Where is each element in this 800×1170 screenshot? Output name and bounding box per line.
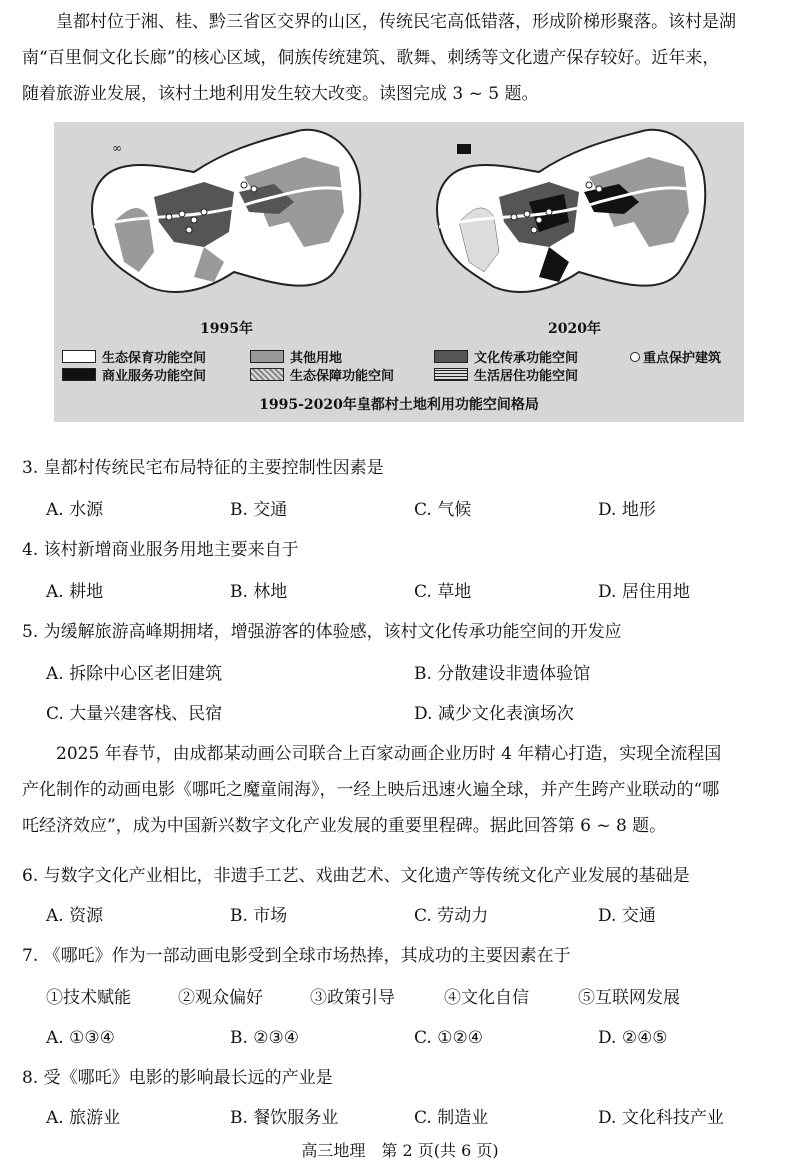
legend-swatch xyxy=(250,350,284,363)
legend-swatch xyxy=(434,350,468,363)
statement-item: ①技术赋能 xyxy=(46,988,131,1008)
statement-item: ③政策引导 xyxy=(310,988,395,1008)
legend-item: 生态保障功能空间 xyxy=(250,365,394,384)
intro-paragraph xyxy=(22,4,780,112)
statement-item: ④文化自信 xyxy=(444,988,529,1008)
statement-item: ②观众偏好 xyxy=(178,988,263,1008)
option: D. 居住用地 xyxy=(598,582,690,602)
question-stem: 6. 与数字文化产业相比，非遗手工艺、戏曲艺术、文化遗产等传统文化产业发展的基础是 xyxy=(22,866,690,886)
option: B. 分散建设非遗体验馆 xyxy=(414,664,591,684)
legend-item: 商业服务功能空间 xyxy=(62,365,206,384)
option: D. 文化科技产业 xyxy=(598,1108,724,1128)
passage-line: 2025 年春节，由成都某动画公司联合上百家动画企业历时 4 年精心打造，实现全流程国 xyxy=(56,744,722,764)
legend-swatch xyxy=(250,368,284,381)
option: A. ①③④ xyxy=(46,1028,115,1048)
option: A. 水源 xyxy=(46,500,104,520)
option: A. 资源 xyxy=(46,906,104,926)
map-2020 xyxy=(437,130,705,292)
legend-swatch xyxy=(62,368,96,381)
map-year-2020: 2020年 xyxy=(548,321,601,337)
passage-line: 吒经济效应”，成为中国新兴数字文化产业发展的重要里程碑。据此回答第 6 ~ 8 题。 xyxy=(22,816,667,836)
question-stem: 8. 受《哪吒》电影的影响最长远的产业是 xyxy=(22,1068,333,1088)
figure-caption: 1995-2020年皇都村土地利用功能空间格局 xyxy=(259,397,539,413)
land-use-figure xyxy=(54,122,744,422)
option: B. 林地 xyxy=(230,582,288,602)
option: A. 旅游业 xyxy=(46,1108,121,1128)
page-footer: 高三地理 第 2 页(共 6 页) xyxy=(301,1141,499,1160)
map-year-1995: 1995年 xyxy=(200,321,253,337)
question-stem: 4. 该村新增商业服务用地主要来自于 xyxy=(22,540,299,560)
protected-building-icon xyxy=(630,352,640,362)
passage-line: 产化制作的动画电影《哪吒之魔童闹海》，一经上映后迅速火遍全球，并产生跨产业联动的“哪 xyxy=(22,780,720,800)
svg-text:∞: ∞ xyxy=(112,141,122,155)
legend-item: 生活居住功能空间 xyxy=(434,365,578,384)
question-stem: 3. 皇都村传统民宅布局特征的主要控制性因素是 xyxy=(22,458,384,478)
option: A. 拆除中心区老旧建筑 xyxy=(46,664,223,684)
legend-item: 生态保育功能空间 xyxy=(62,347,206,366)
intro-line: 南“百里侗文化长廊”的核心区域，侗族传统建筑、歌舞、刺绣等文化遗产保存较好。近年来， xyxy=(22,48,720,68)
option: D. 地形 xyxy=(598,500,656,520)
option: C. 制造业 xyxy=(414,1108,489,1128)
map-1995 xyxy=(92,130,360,292)
intro-line: 随着旅游业发展，该村土地利用发生较大改变。读图完成 3 ~ 5 题。 xyxy=(22,84,539,104)
legend-swatch xyxy=(62,350,96,363)
option: D. 交通 xyxy=(598,906,656,926)
option: C. 劳动力 xyxy=(414,906,489,926)
option: B. ②③④ xyxy=(230,1028,300,1048)
option: B. 市场 xyxy=(230,906,288,926)
legend-swatch xyxy=(434,368,468,381)
statement-item: ⑤互联网发展 xyxy=(578,988,680,1008)
intro-line: 皇都村位于湘、桂、黔三省区交界的山区，传统民宅高低错落，形成阶梯形聚落。该村是湖 xyxy=(56,12,736,32)
option: D. ②④⑤ xyxy=(598,1028,668,1048)
option: C. 气候 xyxy=(414,500,472,520)
land-use-maps xyxy=(54,122,744,322)
option: D. 减少文化表演场次 xyxy=(414,704,574,724)
passage-paragraph xyxy=(22,736,780,844)
option: C. 大量兴建客栈、民宿 xyxy=(46,704,223,724)
legend-item: 其他用地 xyxy=(250,347,342,366)
option: B. 交通 xyxy=(230,500,288,520)
question-stem: 7. 《哪吒》作为一部动画电影受到全球市场热捧，其成功的主要因素在于 xyxy=(22,946,571,966)
legend-item: 重点保护建筑 xyxy=(630,347,721,366)
question-stem: 5. 为缓解旅游高峰期拥堵，增强游客的体验感，该村文化传承功能空间的开发应 xyxy=(22,622,622,642)
legend-item: 文化传承功能空间 xyxy=(434,347,578,366)
option: A. 耕地 xyxy=(46,582,104,602)
option: C. 草地 xyxy=(414,582,472,602)
option: C. ①②④ xyxy=(414,1028,483,1048)
option: B. 餐饮服务业 xyxy=(230,1108,339,1128)
